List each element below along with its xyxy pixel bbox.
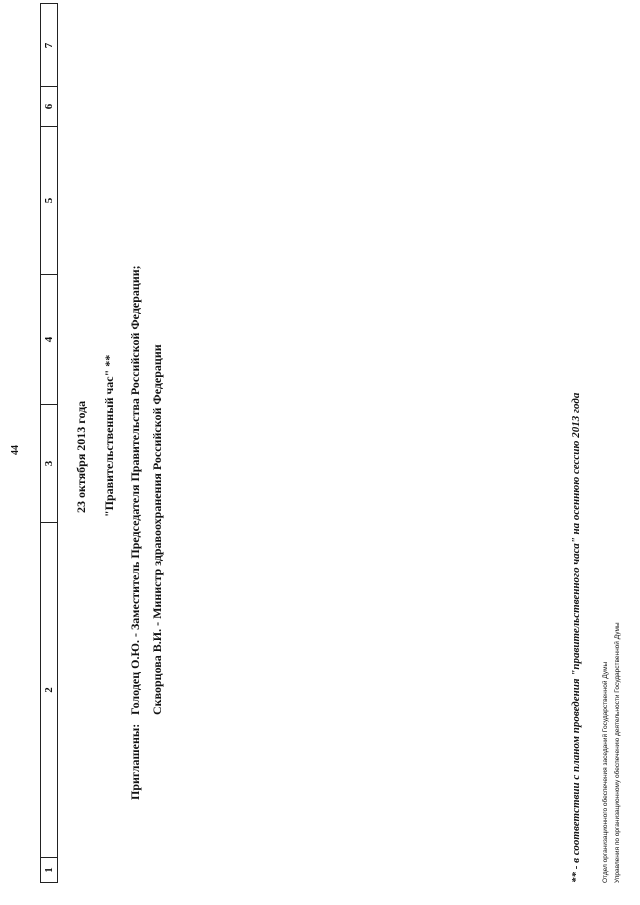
column-number-cell <box>41 522 57 857</box>
column-number-strip <box>40 3 58 883</box>
column-number-cell <box>41 404 57 522</box>
column-number: 2 <box>43 687 55 693</box>
column-number-cell <box>41 5 57 86</box>
session-date: 23 октября 2013 года <box>74 400 88 513</box>
invited-label: Приглашены: <box>128 723 142 800</box>
column-number: 5 <box>43 197 55 204</box>
column-number: 6 <box>43 103 55 110</box>
invited-person: Голодец О.Ю. - Заместитель Председателя Правительства Российской Федерации; <box>128 265 142 715</box>
event-title: "Правительственный час" ** <box>102 354 116 517</box>
column-number-cell <box>41 126 57 274</box>
column-number-cell <box>41 857 57 882</box>
column-number: 3 <box>43 460 55 467</box>
department-note: Отдел организационного обеспечения заседаний Государственной Думы <box>602 661 609 883</box>
column-number-cell <box>41 274 57 404</box>
invited-person: Скворцова В.И. - Министр здравоохранения Российской Федерации <box>150 344 164 715</box>
column-number: 4 <box>43 336 55 343</box>
column-number: 1 <box>43 867 55 873</box>
page-number: 44 <box>10 445 21 455</box>
column-number: 7 <box>43 42 55 49</box>
footnote: ** - в соответствии с планом проведения "правительственного часа" на осеннюю сессию 2013 года <box>570 392 582 883</box>
department-note: Управления по организационному обеспечению деятельности Государственной Думы <box>614 622 621 883</box>
column-number-cell <box>41 86 57 126</box>
